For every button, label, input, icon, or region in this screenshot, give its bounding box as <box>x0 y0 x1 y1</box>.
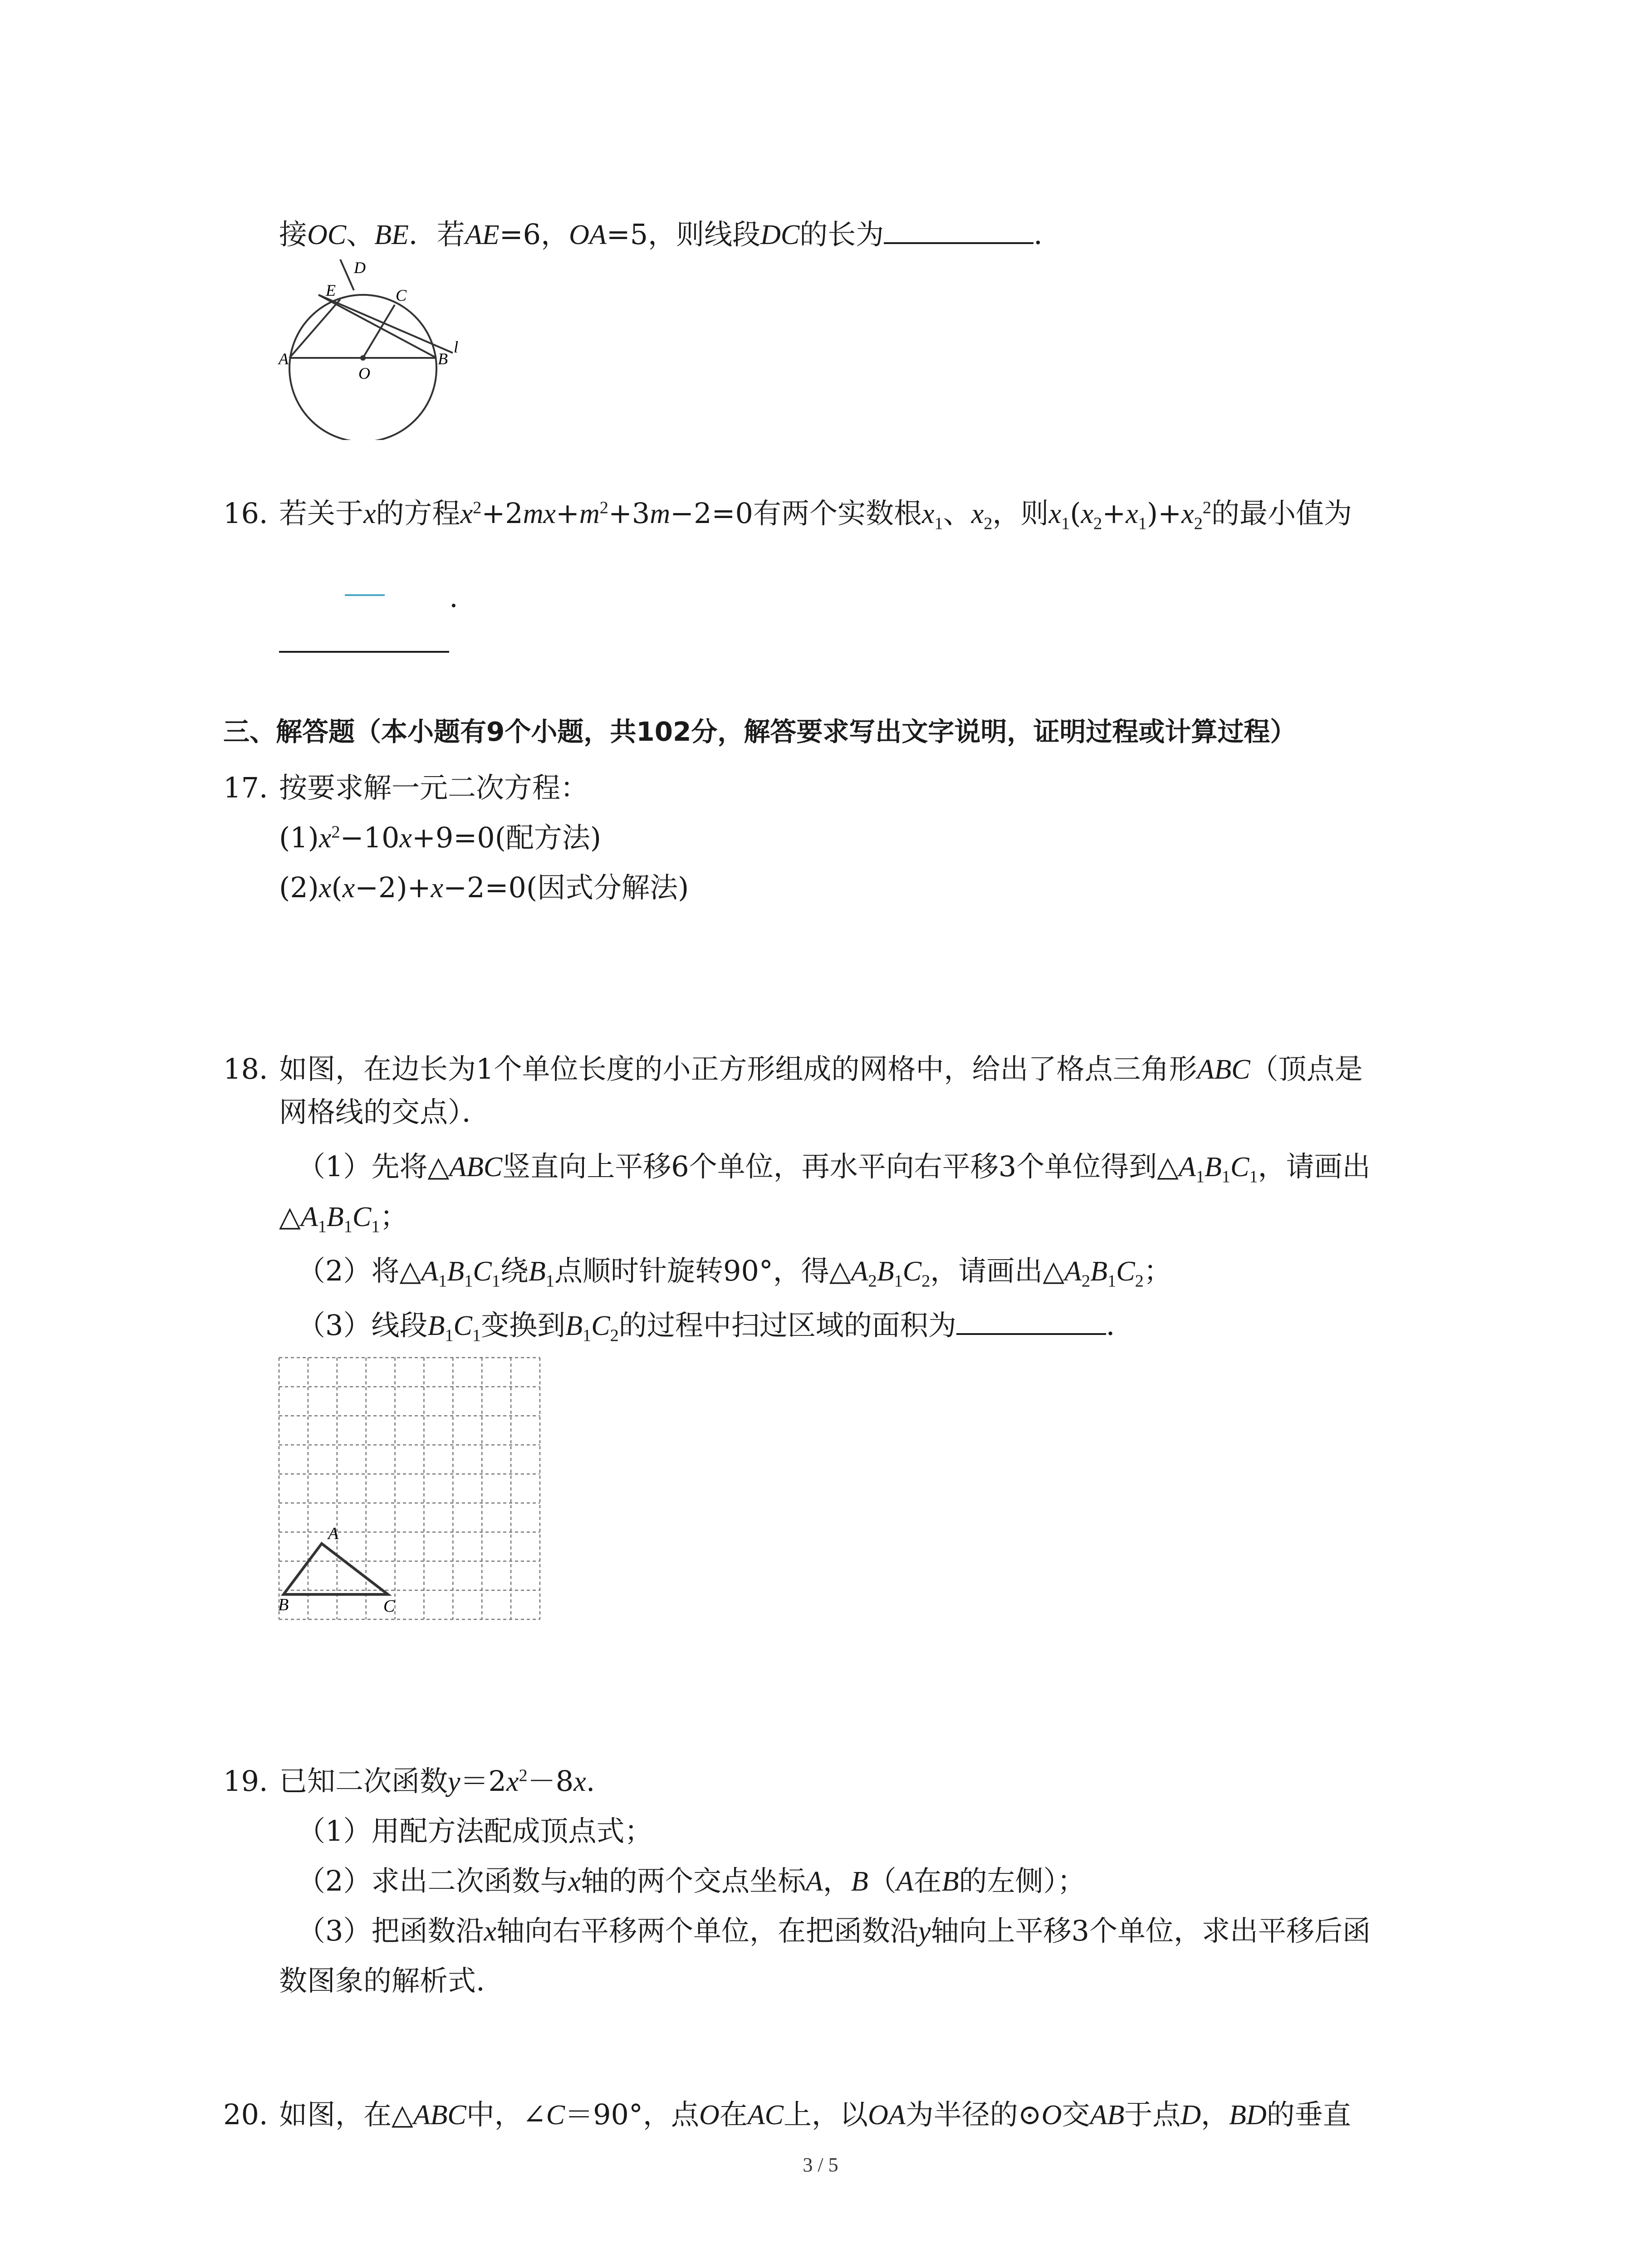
q19-sub3b: 数图象的解析式. <box>279 1964 485 1997</box>
q18-number: 18. <box>223 1052 268 1085</box>
q20-number: 20. <box>223 2098 268 2131</box>
grid-lines <box>279 1358 540 1619</box>
q18-line2: 网格线的交点）． <box>279 1095 490 1129</box>
q16-period: . <box>449 581 458 614</box>
q18-sub1b: $\triangle A_1B_1C_1$； <box>279 1200 408 1237</box>
q19-stem: 已知二次函数$y=2x^2-8x$. <box>279 1765 595 1798</box>
q16-answer-blank <box>279 651 449 653</box>
page-number: 3 / 5 <box>803 2154 838 2176</box>
grid-label-B: B <box>278 1595 289 1614</box>
triangle-abc <box>284 1544 388 1594</box>
q18-sub2: （2）将$\triangle A_1B_1C_1$绕$B_1$点顺时针旋转90°，得$\triangle A_2B_1C_2$，请画出$\triangle A_2B_1C_2$； <box>297 1254 1172 1291</box>
q15-circle-figure <box>272 254 485 440</box>
grid-label-C: C <box>383 1597 395 1616</box>
grid-label-A: A <box>328 1524 339 1543</box>
label-A: A <box>279 350 289 368</box>
q16-text: 若关于x的方程$x^2+2mx+m^2+3m-2=0$有两个实数根$x_1$、$x_2$，则$x_1(x_2+x_1)+x_2^2$的最小值为 <box>279 497 1352 533</box>
q19-sub1: （1）用配方法配成顶点式； <box>297 1814 653 1848</box>
q17-number: 17. <box>223 771 268 804</box>
q19-number: 19. <box>223 1765 268 1798</box>
q16-number: 16. <box>223 497 268 530</box>
q20-line1: 如图，在△ABC中，∠C＝90°，点O在AC上，以OA为半径的⊙O交AB于点D，BD的垂直 <box>279 2098 1351 2131</box>
answer-blank <box>884 214 1034 244</box>
label-O: O <box>358 364 370 382</box>
label-l: l <box>454 338 459 356</box>
q18-sub1a: （1）先将△ABC竖直向上平移6个单位，再水平向右平移3个单位得到$\triangle A_1B_1C_1$，请画出 <box>297 1150 1371 1187</box>
q19-sub2: （2）求出二次函数与x轴的两个交点坐标A，B（A在B的左侧）； <box>297 1864 1086 1897</box>
q19-sub3a: （3）把函数沿x轴向右平移两个单位，在把函数沿y轴向上平移3个单位，求出平移后函 <box>297 1914 1371 1947</box>
q17-part1: $(1)x^2-10x+9=0$(配方法) <box>279 821 602 854</box>
q17-stem: 按要求解一元二次方程： <box>279 771 589 804</box>
label-D: D <box>354 259 366 277</box>
q15-text: 接OC、BE．若AE=6，OA=5，则线段DC的长为 ． <box>279 213 1459 256</box>
q18-line1: 如图，在边长为1个单位长度的小正方形组成的网格中，给出了格点三角形ABC（顶点是 <box>279 1052 1363 1085</box>
q17-part2: (2)x(x−2)+x−2=0(因式分解法) <box>279 871 689 904</box>
section-title: 三、解答题（本小题有9个小题，共102分，解答要求写出文字说明，证明过程或计算过程） <box>223 716 1297 747</box>
q16-answer-mark <box>345 594 385 596</box>
q18-grid-figure <box>274 1354 547 1626</box>
label-E: E <box>326 281 336 299</box>
label-C: C <box>396 286 407 304</box>
q18-sub3: （3）线段$B_1C_1$变换到$B_1C_2$的过程中扫过区域的面积为 ． <box>297 1304 1477 1347</box>
answer-blank <box>956 1305 1106 1335</box>
label-B: B <box>438 350 448 368</box>
